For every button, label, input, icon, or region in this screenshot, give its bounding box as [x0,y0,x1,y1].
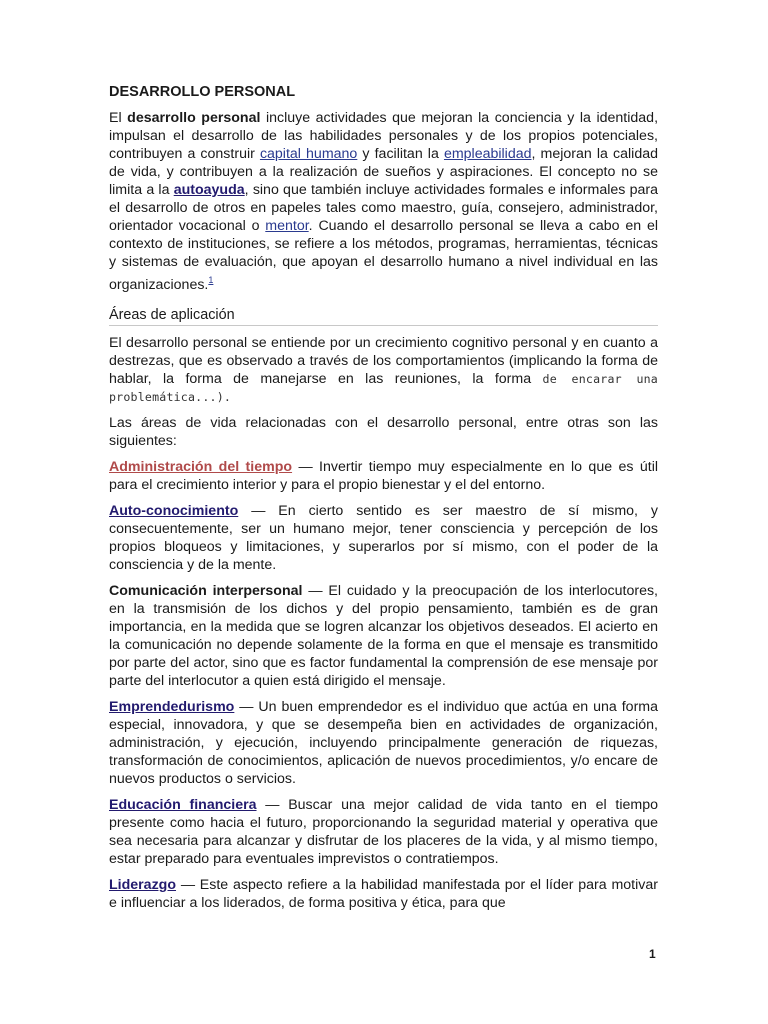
document-page [109,84,658,912]
area-link[interactable]: Emprendedurismo [109,699,235,715]
page-number: 1 [649,947,656,961]
area-text: — Un buen emprendedor es el individuo que actúa en una forma especial, innovadora, y que se desempeña bien en actividades de organización, administración, y ejecución, incluyendo principalmente generación de riquezas, transformación de conocimientos, aplicación de nuevos procedimientos, y/o encare de nuevos productos o servicios. [109,699,658,787]
empleabilidad-link[interactable]: empleabilidad [443,146,532,162]
area-link[interactable]: Administración del tiempo [109,459,293,475]
area-text: — El cuidado y la preocupación de los interlocutores, en la transmisión de los dichos y del propio pensamiento, también es de gran importancia, en la medida que se logren alcanzar los objetivos deseados. El acierto en la comunicación no depende solamente de la forma en que el mensaje es transmitido por parte del actor, sino que es factor fundamental la comprensión de ese mensaje por parte del interlocutor a quien está dirigido el mensaje. [109,583,658,689]
paragraph-areas-intro: Las áreas de vida relacionadas con el desarrollo personal, entre otras son las siguientes: [109,415,658,449]
text-run: , mejoran la calidad de vida, y contribuyen a la realización de sueños y aspiraciones. El concepto no se limita a la [109,146,659,198]
text-run: El [109,110,128,126]
area-link[interactable]: Liderazgo [109,877,177,893]
area-item-self-knowledge [109,502,658,574]
text-run: , sino que también incluye actividades formales e informales para el desarrollo de otros en papeles tales como maestro, guía, consejero, administrador, orientador vocacional o [109,182,658,234]
area-item-entrepreneurship [109,698,658,788]
text-run: El desarrollo personal se entiende por un crecimiento cognitivo personal y en cuanto a destrezas, que es observado a través de los comportamientos (implicando la forma de hablar, la forma de manejarse en las reuniones, la forma [109,335,658,387]
area-term: Comunicación interpersonal [109,583,303,599]
text-run-small: de encarar una problemática...). [109,372,658,404]
text-run: . Cuando el desarrollo personal se lleva a cabo en el contexto de instituciones, se refiere a los métodos, programas, herramientas, técnicas y sistemas de evaluación, que apoyan el desarrollo humano a nivel individual en las organizaciones. [109,218,658,293]
area-text: — Invertir tiempo muy especialmente en lo que es útil para el crecimiento interior y para el propio bienestar y el del entorno. [109,459,659,493]
footnote-link[interactable]: 1 [208,275,214,285]
text-run: y facilitan la [357,146,444,162]
area-text: — Buscar una mejor calidad de vida tanto en el tiempo presente como hacia el futuro, proporcionando la seguridad material y operativa que sea necesaria para alcanzar y disfrutar de los placeres de la vida, y al mismo tiempo, estar preparado para eventuales imprevistos o contratiempos. [109,797,658,867]
area-item-communication [109,582,658,690]
text-run: incluye actividades que mejoran la conciencia y la identidad, impulsan el desarrollo de las habilidades personales y de los propios potenciales, contribuyen a construir [109,110,659,162]
autoayuda-link[interactable]: autoayuda [173,182,245,198]
paragraph-definition [109,334,658,406]
area-item-financial-education [109,796,658,868]
area-item-time-management [109,458,658,494]
area-link[interactable]: Auto-conocimiento [109,503,239,519]
bold-term: desarrollo personal [127,110,261,126]
area-text: — Este aspecto refiere a la habilidad manifestada por el líder para motivar e influenciar a los liderados, de forma positiva y ética, para que [109,877,658,911]
section-heading: Áreas de aplicación [109,307,658,326]
document-title: DESARROLLO PERSONAL [109,84,296,100]
capital-humano-link[interactable]: capital humano [259,146,358,162]
area-item-leadership [109,876,658,912]
intro-paragraph [109,109,658,294]
area-text: — En cierto sentido es ser maestro de sí mismo, y consecuentemente, ser un humano mejor, tener consciencia y percepción de los propios bloqueos y limitaciones, y superarlos por sí mismo, con el poder de la consciencia y de la mente. [109,503,658,573]
area-link[interactable]: Educación financiera [109,797,257,813]
mentor-link[interactable]: mentor [265,218,309,234]
